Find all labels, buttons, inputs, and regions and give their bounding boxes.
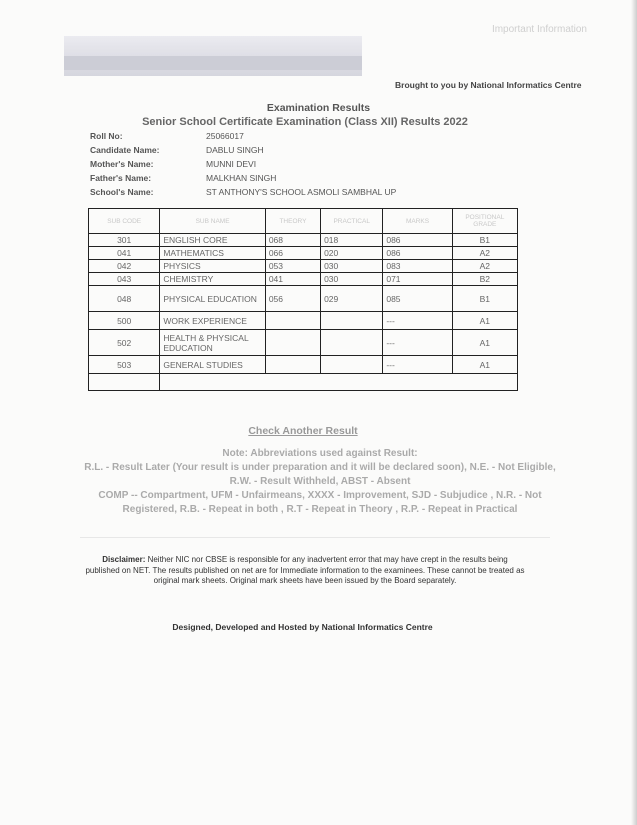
table-row <box>89 273 518 286</box>
banner-band <box>64 56 362 70</box>
cell-grade: A2 <box>452 260 517 273</box>
cell-sub-name: PHYSICAL EDUCATION <box>160 286 265 312</box>
header-marks: MARKS <box>383 209 452 234</box>
cell-marks: --- <box>383 312 452 330</box>
table-row <box>89 312 518 330</box>
cell-grade: A1 <box>452 330 517 356</box>
note-line: COMP -- Compartment, UFM - Unfairmeans, XXXX - Improvement, SJD - Subjudice , N.R. - Not <box>98 490 542 501</box>
mother-name-row <box>90 157 396 171</box>
cell-grade: B1 <box>452 286 517 312</box>
cell-sub-code: 048 <box>89 286 160 312</box>
father-name-row <box>90 171 396 185</box>
cell-marks: 086 <box>383 247 452 260</box>
cell-sub-code: 500 <box>89 312 160 330</box>
abbreviations-note <box>40 447 600 517</box>
cell-marks: 086 <box>383 234 452 247</box>
cell-grade: B2 <box>452 273 517 286</box>
cell-practical: 030 <box>321 273 383 286</box>
page-edge-shadow <box>631 0 637 825</box>
cell-practical: 020 <box>321 247 383 260</box>
cell-theory <box>265 312 320 330</box>
cell-marks: --- <box>383 330 452 356</box>
cell-practical: 030 <box>321 260 383 273</box>
faded-header-text: Important Information <box>491 24 587 35</box>
school-name-label: School's Name: <box>90 187 154 197</box>
header-sub-name: SUB NAME <box>160 209 265 234</box>
candidate-name-row <box>90 143 396 157</box>
table-row <box>89 356 518 374</box>
cell-theory: 066 <box>265 247 320 260</box>
cell-practical: 018 <box>321 234 383 247</box>
cell-marks: 085 <box>383 286 452 312</box>
cell-sub-code <box>89 374 160 391</box>
candidate-name-label: Candidate Name: <box>90 145 160 155</box>
father-name-label: Father's Name: <box>90 173 152 183</box>
header-practical: PRACTICAL <box>321 209 383 234</box>
header-theory: THEORY <box>265 209 320 234</box>
mother-name-value: MUNNI DEVI <box>206 159 257 169</box>
table-row <box>89 247 518 260</box>
candidate-info <box>90 129 396 199</box>
father-name-value: MALKHAN SINGH <box>206 173 277 183</box>
school-name-row <box>90 185 396 199</box>
cell-marks: 083 <box>383 260 452 273</box>
disclaimer-label: Disclaimer: <box>102 555 146 564</box>
page-title: Examination Results <box>266 102 371 114</box>
cell-theory: 053 <box>265 260 320 273</box>
table-row <box>89 286 518 312</box>
school-name-value: ST ANTHONY'S SCHOOL ASMOLI SAMBHAL UP <box>206 187 397 197</box>
table-row <box>89 330 518 356</box>
cell-grade: A1 <box>452 356 517 374</box>
cell-sub-name: PHYSICS <box>160 260 265 273</box>
cell-sub-name: MATHEMATICS <box>160 247 265 260</box>
marks-table-header <box>89 209 518 234</box>
note-line: R.W. - Result Withheld, ABST - Absent <box>229 476 411 487</box>
cell-grade: A2 <box>452 247 517 260</box>
cell-sub-code: 041 <box>89 247 160 260</box>
cell-sub-name: GENERAL STUDIES <box>160 356 265 374</box>
check-another-result-link[interactable]: Check Another Result <box>248 425 358 437</box>
mother-name-label: Mother's Name: <box>90 159 154 169</box>
cell-theory: 041 <box>265 273 320 286</box>
disclaimer-text: Neither NIC nor CBSE is responsible for any inadvertent error that may have crept in the results being published on NET. The results published on net are for Immediate information to the examinees. These cannot be treated as original mark sheets. Original mark sheets have been issued by the Board separately. <box>85 555 525 585</box>
cell-empty-span <box>160 374 518 391</box>
site-banner <box>64 36 362 76</box>
cell-sub-name: CHEMISTRY <box>160 273 265 286</box>
roll-no-value: 25066017 <box>206 131 244 141</box>
cell-sub-code: 503 <box>89 356 160 374</box>
table-row-empty <box>89 374 518 391</box>
cell-grade: A1 <box>452 312 517 330</box>
note-heading: Note: Abbreviations used against Result: <box>222 448 418 459</box>
cell-practical <box>321 330 383 356</box>
candidate-name-value: DABLU SINGH <box>206 145 264 155</box>
cell-sub-code: 301 <box>89 234 160 247</box>
footer-credit: Designed, Developed and Hosted by National Informatics Centre <box>172 622 433 632</box>
cell-theory <box>265 330 320 356</box>
cell-sub-code: 042 <box>89 260 160 273</box>
roll-no-row <box>90 129 396 143</box>
cell-sub-name: WORK EXPERIENCE <box>160 312 265 330</box>
cell-practical <box>321 356 383 374</box>
cell-theory: 068 <box>265 234 320 247</box>
brought-by-text: Brought to you by National Informatics Centre <box>395 80 582 90</box>
cell-theory: 056 <box>265 286 320 312</box>
cell-practical <box>321 312 383 330</box>
cell-practical: 029 <box>321 286 383 312</box>
cell-marks: 071 <box>383 273 452 286</box>
page-subtitle: Senior School Certificate Examination (Class XII) Results 2022 <box>142 116 468 128</box>
roll-no-label: Roll No: <box>90 131 123 141</box>
table-row <box>89 234 518 247</box>
divider <box>80 537 550 538</box>
cell-theory <box>265 356 320 374</box>
cell-grade: B1 <box>452 234 517 247</box>
note-line: Registered, R.B. - Repeat in both , R.T - Repeat in Theory , R.P. - Repeat in Practical <box>122 504 518 515</box>
marks-table <box>88 208 518 391</box>
cell-sub-name: ENGLISH CORE <box>160 234 265 247</box>
cell-sub-code: 502 <box>89 330 160 356</box>
header-sub-code: SUB CODE <box>89 209 160 234</box>
cell-sub-name: HEALTH & PHYSICAL EDUCATION <box>160 330 265 356</box>
note-line: R.L. - Result Later (Your result is under preparation and it will be declared soon), N.E. - Not Eligible, <box>84 462 556 473</box>
cell-sub-code: 043 <box>89 273 160 286</box>
table-row <box>89 260 518 273</box>
header-grade: POSITIONAL GRADE <box>452 209 517 234</box>
cell-marks: --- <box>383 356 452 374</box>
disclaimer <box>85 555 525 587</box>
